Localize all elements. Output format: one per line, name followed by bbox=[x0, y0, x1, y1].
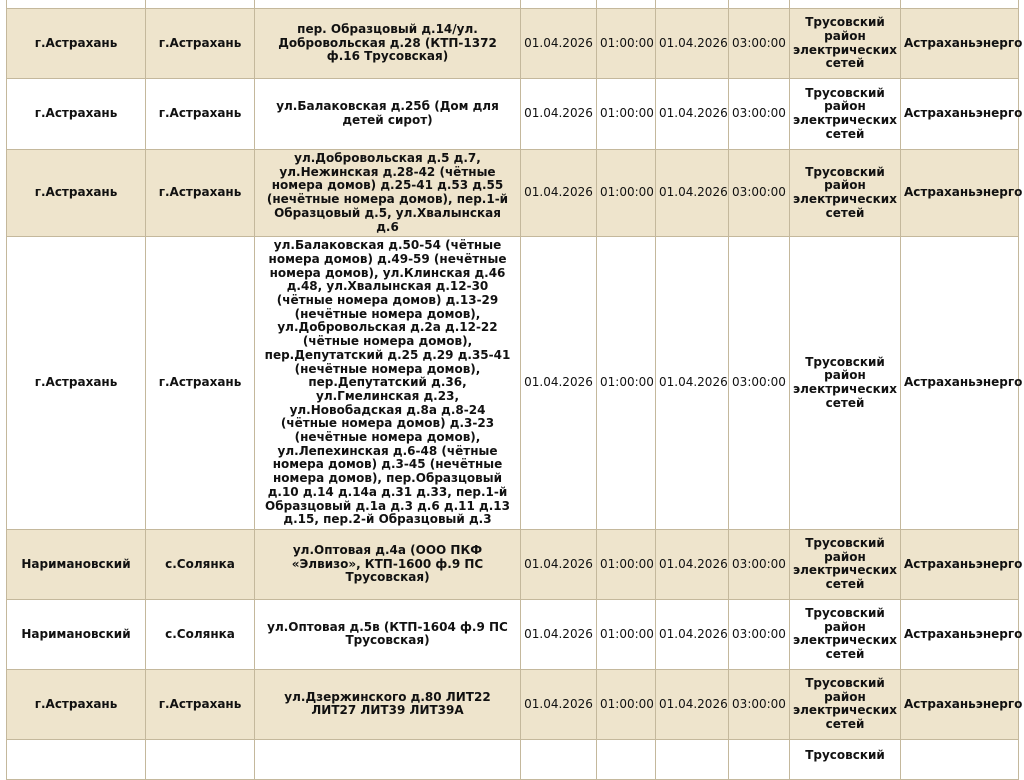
end-time-cell: 03:00:00 bbox=[729, 669, 790, 739]
org-cell: Трусовский район электрических сетей bbox=[790, 669, 901, 739]
district-cell: Наримановский bbox=[7, 599, 146, 669]
table-row bbox=[7, 79, 1019, 150]
address-cell: ул.Оптовая д.5в (КТП-1604 ф.9 ПС Трусовская) bbox=[255, 599, 521, 669]
end-time-cell: 03:00:00 bbox=[729, 79, 790, 150]
org-cell: Трусовский район электрических сетей bbox=[790, 599, 901, 669]
district-cell bbox=[7, 0, 146, 9]
end-date-cell bbox=[656, 0, 729, 9]
start-time-cell: 01:00:00 bbox=[597, 669, 656, 739]
address-cell: ул.Балаковская д.50-54 (чётные номера домов) д.49-59 (нечётные номера домов), ул.Клинская д.46 д.48, ул.Хвалынская д.12-30 (чётные номера домов) д.13-29 (нечётные номера домов), ул.Добровольская д.2а д.12-22 (чётные номера домов), пер.Депутатский д.25 д.29 д.35-41 (нечётные номера домов), пер.Депутатский д.36, ул.Гмелинская д.23, ул.Новобадская д.8а д.8-24 (чётные номера домов) д.3-23 (нечётные номера домов), ул.Лепехинская д.6-48 (чётные номера домов) д.3-45 (нечётные номера домов), пер.Образцовый д.10 д.14 д.14а д.31 д.33, пер.1-й Образцовый д.1а д.3 д.6 д.11 д.13 д.15, пер.2-й Образцовый д.3 bbox=[255, 237, 521, 530]
table-row bbox=[7, 237, 1019, 530]
company-cell: Астраханьэнерго bbox=[901, 9, 1019, 79]
end-time-cell: 03:00:00 bbox=[729, 9, 790, 79]
district-cell bbox=[7, 739, 146, 779]
org-cell: Трусовский район электрических сетей bbox=[790, 9, 901, 79]
end-date-cell: 01.04.2026 bbox=[656, 599, 729, 669]
table-row bbox=[7, 669, 1019, 739]
org-cell: Трусовский район электрических сетей bbox=[790, 150, 901, 237]
district-cell: г.Астрахань bbox=[7, 79, 146, 150]
district-cell: г.Астрахань bbox=[7, 9, 146, 79]
table-row bbox=[7, 0, 1019, 9]
table-row bbox=[7, 529, 1019, 599]
table-row bbox=[7, 599, 1019, 669]
company-cell bbox=[901, 0, 1019, 9]
end-date-cell: 01.04.2026 bbox=[656, 150, 729, 237]
start-time-cell bbox=[597, 0, 656, 9]
start-date-cell: 01.04.2026 bbox=[521, 79, 597, 150]
start-time-cell: 01:00:00 bbox=[597, 9, 656, 79]
company-cell bbox=[901, 739, 1019, 779]
company-cell: Астраханьэнерго bbox=[901, 599, 1019, 669]
start-date-cell: 01.04.2026 bbox=[521, 599, 597, 669]
end-time-cell: 03:00:00 bbox=[729, 529, 790, 599]
start-date-cell bbox=[521, 739, 597, 779]
locality-cell: г.Астрахань bbox=[146, 237, 255, 530]
start-date-cell: 01.04.2026 bbox=[521, 669, 597, 739]
org-cell bbox=[790, 0, 901, 9]
start-time-cell: 01:00:00 bbox=[597, 150, 656, 237]
end-date-cell: 01.04.2026 bbox=[656, 529, 729, 599]
district-cell: г.Астрахань bbox=[7, 669, 146, 739]
start-time-cell: 01:00:00 bbox=[597, 529, 656, 599]
start-date-cell: 01.04.2026 bbox=[521, 150, 597, 237]
address-cell: ул.Оптовая д.4а (ООО ПКФ «Элвизо», КТП-1600 ф.9 ПС Трусовская) bbox=[255, 529, 521, 599]
end-date-cell: 01.04.2026 bbox=[656, 9, 729, 79]
company-cell: Астраханьэнерго bbox=[901, 237, 1019, 530]
end-time-cell bbox=[729, 739, 790, 779]
start-time-cell: 01:00:00 bbox=[597, 237, 656, 530]
company-cell: Астраханьэнерго bbox=[901, 150, 1019, 237]
end-time-cell bbox=[729, 0, 790, 9]
end-date-cell: 01.04.2026 bbox=[656, 237, 729, 530]
district-cell: г.Астрахань bbox=[7, 150, 146, 237]
locality-cell bbox=[146, 0, 255, 9]
address-cell: ул.Добровольская д.5 д.7, ул.Нежинская д.28-42 (чётные номера домов) д.25-41 д.53 д.55 (нечётные номера домов), пер.1-й Образцовый д.5, ул.Хвалынская д.6 bbox=[255, 150, 521, 237]
address-cell: ул.Балаковская д.25б (Дом для детей сирот) bbox=[255, 79, 521, 150]
locality-cell: г.Астрахань bbox=[146, 150, 255, 237]
org-cell: Трусовский район электрических сетей bbox=[790, 529, 901, 599]
locality-cell: г.Астрахань bbox=[146, 79, 255, 150]
org-cell: Трусовский район электрических сетей bbox=[790, 79, 901, 150]
district-cell: Наримановский bbox=[7, 529, 146, 599]
start-time-cell: 01:00:00 bbox=[597, 599, 656, 669]
company-cell: Астраханьэнерго bbox=[901, 79, 1019, 150]
org-cell: Трусовский район электрических сетей bbox=[790, 237, 901, 530]
company-cell: Астраханьэнерго bbox=[901, 669, 1019, 739]
locality-cell: г.Астрахань bbox=[146, 9, 255, 79]
start-time-cell: 01:00:00 bbox=[597, 79, 656, 150]
table-row bbox=[7, 150, 1019, 237]
locality-cell: г.Астрахань bbox=[146, 669, 255, 739]
start-date-cell: 01.04.2026 bbox=[521, 529, 597, 599]
district-cell: г.Астрахань bbox=[7, 237, 146, 530]
locality-cell: с.Солянка bbox=[146, 599, 255, 669]
start-date-cell: 01.04.2026 bbox=[521, 237, 597, 530]
address-cell: пер. Образцовый д.14/ул. Добровольская д.28 (КТП-1372 ф.16 Трусовская) bbox=[255, 9, 521, 79]
end-date-cell bbox=[656, 739, 729, 779]
start-date-cell bbox=[521, 0, 597, 9]
address-cell: ул.Дзержинского д.80 ЛИТ22 ЛИТ27 ЛИТ39 ЛИТ39А bbox=[255, 669, 521, 739]
start-time-cell bbox=[597, 739, 656, 779]
table-row bbox=[7, 739, 1019, 779]
end-date-cell: 01.04.2026 bbox=[656, 669, 729, 739]
outage-schedule-table bbox=[6, 0, 1023, 780]
company-cell: Астраханьэнерго bbox=[901, 529, 1019, 599]
end-time-cell: 03:00:00 bbox=[729, 599, 790, 669]
locality-cell bbox=[146, 739, 255, 779]
end-date-cell: 01.04.2026 bbox=[656, 79, 729, 150]
end-time-cell: 03:00:00 bbox=[729, 150, 790, 237]
start-date-cell: 01.04.2026 bbox=[521, 9, 597, 79]
org-cell: Трусовский bbox=[790, 739, 901, 779]
table-row bbox=[7, 9, 1019, 79]
address-cell bbox=[255, 739, 521, 779]
end-time-cell: 03:00:00 bbox=[729, 237, 790, 530]
address-cell bbox=[255, 0, 521, 9]
locality-cell: с.Солянка bbox=[146, 529, 255, 599]
